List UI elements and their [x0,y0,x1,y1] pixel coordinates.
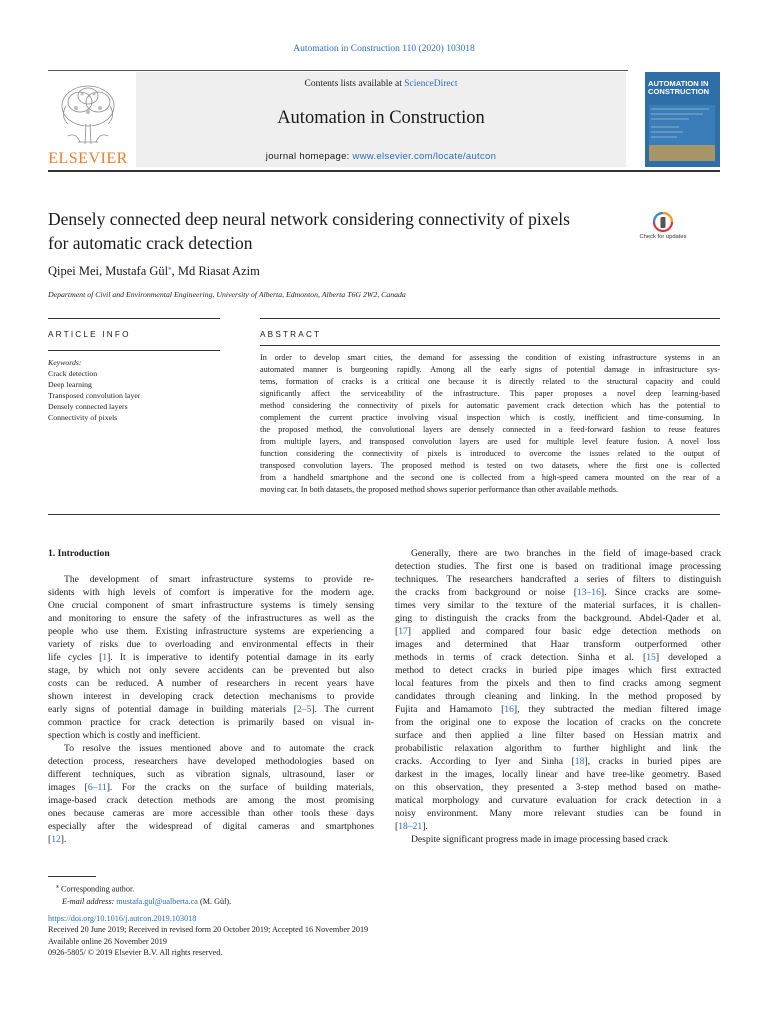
body-text: detection process, researchers have developed methodologies based on [48,756,374,768]
body-text-line [48,625,374,638]
body-text: ], cracks in buried pipes are [584,756,721,768]
abstract-line: function considering the connectivity of pixels is introduced to overcome the issues related to the output of [260,449,720,459]
keyword-item: Connectivity of pixels [48,413,118,422]
body-text-line [48,651,374,664]
body-text-line [395,742,721,755]
body-text: variety of risks due to overloading and environmental effects in their [48,639,374,651]
footnote-email-tail: (M. Gül). [199,897,232,907]
body-text-line [395,755,721,768]
body-text-line [395,638,721,651]
body-text-line [395,599,721,612]
body-text-line [395,833,721,846]
body-text: times very similar to the texture of the material surfaces, it is challen- [395,600,721,612]
body-text: One crucial component of smart infrastructure systems is timely sensing [48,600,374,612]
body-text: ]. For the cracks on the surface of building materials, [106,782,374,794]
body-text-line [395,781,721,794]
abstract-line: transposed convolution layers. The proposed method is tested on two datasets, where the first one is collected [260,461,720,471]
authors-names: Qipei Mei, Mustafa Gül [48,264,169,279]
body-text: Generally, there are two branches in the field of image-based crack [411,548,721,559]
body-text: different techniques, such as vibration signals, ultrasound, laser or [48,769,374,781]
abstract-line: complement the current practice involving visual inspection which is costly, inefficient and time-consuming. In [260,413,720,423]
article-info-heading: ARTICLE INFO [48,330,131,339]
citation-link[interactable]: 2–5 [296,704,312,716]
body-text: on this observation, they presented a 3-step method based on mathe- [395,782,721,794]
body-text: ], they subtracted the median filtered image [513,704,721,716]
received-dates: Received 20 June 2019; Received in revised form 20 October 2019; Accepted 16 November 2019 [48,925,369,935]
abstract-line: from multiple layers, and transposed convolution layers are used for multiple level feature fusion. A novel loss [260,437,720,447]
copyright-line: 0926-5805/ © 2019 Elsevier B.V. All rights reserved. [48,947,223,957]
body-text: darkest in the images, locally linear and have tree-like geometry. Based [395,769,721,781]
body-text-line [395,547,721,560]
abstract-line: method considering the connectivity of pixels for automatic pavement crack detection which has the potential to [260,401,720,411]
body-column-left [48,573,374,846]
journal-homepage-line [136,151,626,162]
body-text-line [395,729,721,742]
journal-homepage-link[interactable]: www.elsevier.com/locate/autcon [352,151,497,162]
keyword-item: Densely connected layers [48,402,128,411]
body-text: ] applied and compared four basic edge detection methods on [407,626,721,638]
sciencedirect-link[interactable]: ScienceDirect [404,79,458,89]
body-text: life cycles [ [48,652,103,664]
body-text-line [48,664,374,677]
elsevier-wordmark: ELSEVIER [48,150,128,167]
body-text: techniques. The researchers handcrafted a series of filters to distinguish [395,574,721,586]
keywords-block [48,357,238,423]
citation-link[interactable]: 17 [398,626,408,638]
body-text-line [48,729,374,742]
body-text: people who use them. Existing infrastructure systems are experiencing a [48,626,374,638]
crossmark-label[interactable]: Check for updates [639,234,687,240]
section-heading-introduction: 1. Introduction [48,548,110,559]
body-text: [ [395,821,399,833]
body-text-line [395,768,721,781]
body-text-line [395,703,721,716]
paper-title-line-1: Densely connected deep neural network considering connectivity of pixels [48,209,570,229]
body-text-line [395,716,721,729]
body-text: especially after the widespread of digital cameras and smartphones [48,821,374,833]
author-email-link[interactable]: mustafa.gul@ualberta.ca [116,897,198,907]
body-text: local features from the pixels and then to find cracks among segment [395,678,721,690]
body-text: costs can be reduced. A number of researchers in recent years have [48,678,374,690]
abstract-line: from a handheld smartphone and the second one is collected from a high-speed camera mounted on the rear of a [260,473,720,483]
body-text-line [395,612,721,625]
abstract-top-rule [260,318,720,319]
body-text: common practice for crack detection is primarily based on visual in- [48,717,374,729]
citation-link[interactable]: 1 [102,652,108,664]
body-text-line [48,794,374,807]
body-text: ging to distinguish the cracks from the background. Abdel-Qader et al. [395,613,721,625]
front-matter-bottom-rule [48,514,720,515]
body-text: method to detect cracks in buried pipe images which first extracted [395,665,721,677]
body-text: from the original one to expose the location of cracks on the concrete [395,717,721,729]
abstract-line: the proposed method, the convolutional layers are densely connected in a feed-forward fashion to reuse features [260,425,720,435]
keywords-list [48,368,238,423]
footnote [56,881,231,909]
homepage-prefix: journal homepage: [265,151,353,162]
body-text-line [48,612,374,625]
body-text-line [48,638,374,651]
body-text: probabilistic relaxation algorithm to further highlight and link the [395,743,721,755]
body-text-line [48,690,374,703]
abstract-line: significantly affect the serviceability of the infrastructure. This paper proposes a novel deep learning-based [260,389,720,399]
body-text-line [48,677,374,690]
body-text: sidents with high levels of comfort is imperative for the modern age. [48,587,374,599]
abstract-heading: ABSTRACT [260,330,322,339]
contents-available-line [136,79,626,89]
body-text: image-based crack detection methods are among the most promising [48,795,374,807]
abstract-line: automated manner is burgeoning rapidly. Among all the early signs of potential damage in infrastructure sys- [260,365,720,375]
body-text: candidates through cleaning and linking. In the method proposed by [395,691,721,703]
footnote-rule [48,876,96,877]
publication-info [48,913,368,958]
keyword-item: Deep learning [48,380,92,389]
body-text-line [48,807,374,820]
citation-link[interactable]: 18 [574,756,585,768]
body-text: the cracks from background or noise [ [395,587,577,599]
affiliation: Department of Civil and Environmental Engineering, University of Alberta, Edmonton, Alberta T6G 2W2, Canada [48,290,406,299]
body-text-line [395,625,721,638]
body-text: surface and then applied a line filter based on Hessian matrix and [395,730,721,742]
body-column-right [395,547,721,846]
keyword-item: Transposed convolution layer [48,391,141,400]
body-text-line [48,768,374,781]
body-text: noisy environment. Many more relevant studies can be found in [395,808,721,820]
body-text: [ [395,626,399,638]
footnote-email-label: E-mail address: [62,897,115,907]
body-text-line [395,677,721,690]
body-text: shown interest in developing crack detection mechanisms to provide [48,691,374,703]
body-text-line [395,664,721,677]
citation-link[interactable]: 16 [504,704,514,716]
body-text-line [48,599,374,612]
abstract-line: moving car. In both datasets, the proposed method shows superior performance than other available methods. [260,485,619,495]
body-text: methods in terms of crack detection. Sinha et al. [ [395,652,647,664]
authors-names-tail: , Md Riasat Azim [171,264,260,279]
body-text: ]. Since cracks are some- [600,587,721,599]
body-text: The development of smart infrastructure systems to provide re- [64,574,374,585]
body-text: [ [48,834,52,846]
body-text-line [395,586,721,599]
footnote-corresponding: Corresponding author. [61,884,135,894]
citation-link[interactable]: 6–11 [87,782,107,794]
footnote-mark: ⁎ [56,884,59,890]
article-info-top-rule [48,318,220,319]
body-text: Fujita and Hamamoto [ [395,704,505,716]
citation-link[interactable]: 18–21 [398,821,423,833]
contents-prefix: Contents lists available at [304,79,405,89]
author-list [48,264,648,279]
abstract-line: In order to develop smart cities, the demand for assessing the condition of existing infrastructure systems in an [260,353,720,362]
doi-link[interactable]: https://doi.org/10.1016/j.autcon.2019.103018 [48,914,197,923]
header-bottom-rule [48,170,720,172]
corresponding-mark[interactable]: ⁎ [168,264,172,272]
cover-decoration [649,105,715,161]
body-text-line [48,716,374,729]
body-text: To resolve the issues mentioned above and to automate the crack [64,743,374,755]
body-text: ones because cameras are more accessible than other tools these days [48,808,374,820]
body-text: images [ [48,782,88,794]
abstract-text [260,352,720,496]
body-text-line [48,820,374,833]
body-text-line [395,794,721,807]
body-text-line [395,690,721,703]
paper-title-line-2: for automatic crack detection [48,233,253,253]
body-text: and monitoring to ensure the safety of the infrastructures as well as the [48,613,374,625]
body-text-line [48,755,374,768]
body-text-line [48,742,374,755]
body-text: ] developed a [655,652,721,664]
citation-link[interactable]: 12 [51,834,61,846]
keyword-item: Crack detection [48,369,98,378]
body-text: Despite significant progress made in image processing based crack [411,834,668,846]
body-text: ]. It is imperative to identify potential damage in its early [107,652,374,664]
abstract-line: tems, formation of cracks is a critical one because it is directly related to the structural capacity and could [260,377,720,387]
journal-name: Automation in Construction [277,108,485,128]
citation-link[interactable]: 15 [646,652,656,664]
body-text: early signs of potential damage in building materials [ [48,704,297,716]
body-text-line [48,703,374,716]
article-info-mid-rule [48,350,220,351]
body-text: detection studies. The first one is based on traditional image processing [395,561,721,573]
available-online: Available online 26 November 2019 [48,936,167,946]
abstract-mid-rule [260,345,720,346]
body-text-line [48,573,374,586]
body-text: spection which is costly and inefficient. [48,730,201,742]
body-text: ]. [60,834,67,846]
cover-title: AUTOMATION IN CONSTRUCTION [648,79,710,97]
body-text-line [48,586,374,599]
citation-link[interactable]: 13–16 [576,587,601,599]
body-text: matical morphology and curvature evaluation for crack detection in a [395,795,721,807]
body-text-line [48,781,374,794]
journal-citation[interactable]: Automation in Construction 110 (2020) 103018 [293,44,475,54]
keywords-label: Keywords: [48,358,82,367]
body-text-line [48,833,374,846]
crossmark-icon[interactable] [645,212,681,248]
body-text-line [395,651,721,664]
header-top-rule [48,70,628,71]
paper-title [48,207,628,255]
body-text-line [395,820,721,833]
body-text: ]. [422,821,428,833]
body-text: stage, by which not only severe accidents can be prevented but also [48,665,374,677]
body-text-line [395,573,721,586]
body-text-line [395,560,721,573]
body-text: images and determined that Haar transform outperformed other [395,639,721,651]
body-text-line [395,807,721,820]
body-text: ]. The current [311,704,374,716]
body-text: cracks. According to Iyer and Sinha [ [395,756,575,768]
